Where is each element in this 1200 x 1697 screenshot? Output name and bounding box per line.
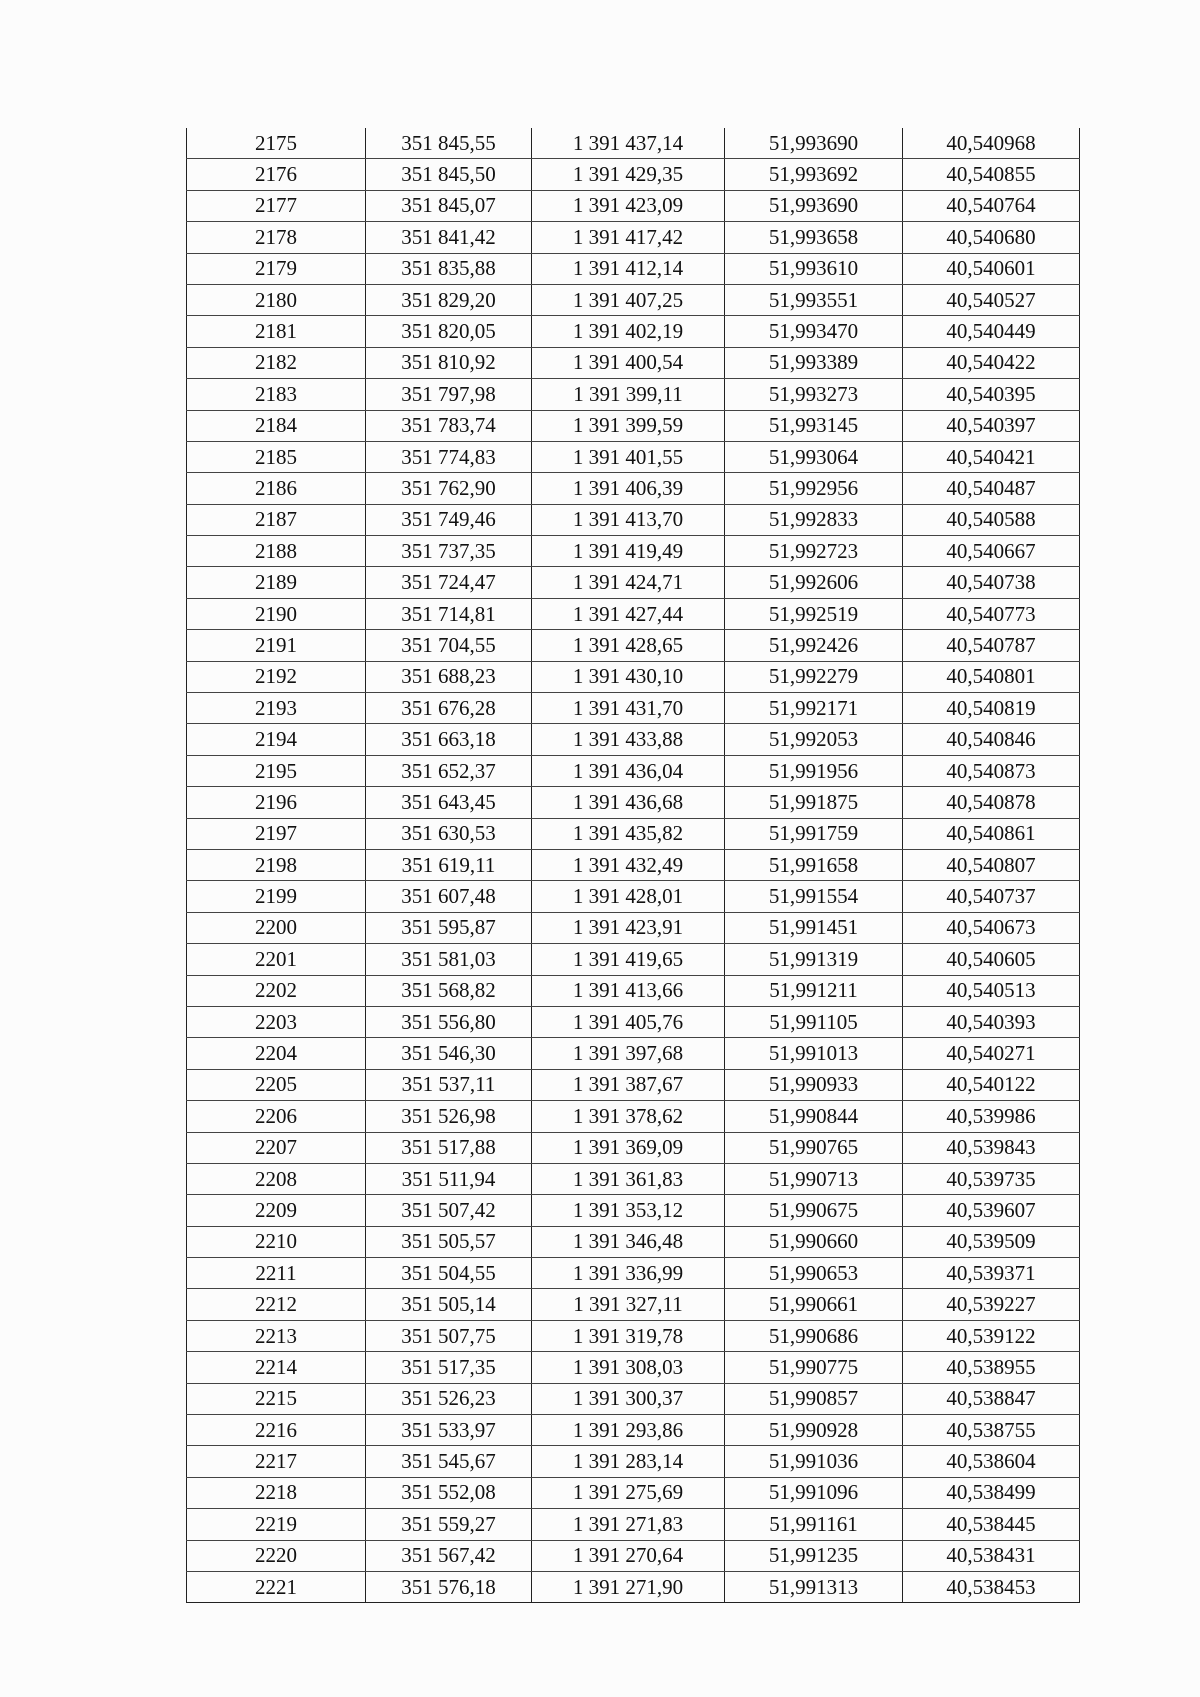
x-coordinate-cell: 351 714,81 (366, 598, 532, 629)
point-number-cell: 2201 (187, 944, 366, 975)
x-coordinate-cell: 351 533,97 (366, 1415, 532, 1446)
point-number-cell: 2192 (187, 661, 366, 692)
point-number-cell: 2213 (187, 1320, 366, 1351)
y-coordinate-cell: 1 391 346,48 (532, 1226, 725, 1257)
longitude-cell: 40,539986 (903, 1101, 1080, 1132)
point-number-cell: 2209 (187, 1195, 366, 1226)
x-coordinate-cell: 351 841,42 (366, 222, 532, 253)
latitude-cell: 51,992956 (725, 473, 903, 504)
table-row (187, 1289, 1080, 1320)
y-coordinate-cell: 1 391 424,71 (532, 567, 725, 598)
y-coordinate-cell: 1 391 271,90 (532, 1571, 725, 1602)
y-coordinate-cell: 1 391 406,39 (532, 473, 725, 504)
y-coordinate-cell: 1 391 417,42 (532, 222, 725, 253)
longitude-cell: 40,540449 (903, 316, 1080, 347)
x-coordinate-cell: 351 581,03 (366, 944, 532, 975)
table-row (187, 1006, 1080, 1037)
longitude-cell: 40,539122 (903, 1320, 1080, 1351)
longitude-cell: 40,538604 (903, 1446, 1080, 1477)
y-coordinate-cell: 1 391 400,54 (532, 347, 725, 378)
x-coordinate-cell: 351 829,20 (366, 284, 532, 315)
point-number-cell: 2199 (187, 881, 366, 912)
longitude-cell: 40,540846 (903, 724, 1080, 755)
latitude-cell: 51,993610 (725, 253, 903, 284)
latitude-cell: 51,993690 (725, 190, 903, 221)
longitude-cell: 40,540819 (903, 693, 1080, 724)
point-number-cell: 2205 (187, 1069, 366, 1100)
latitude-cell: 51,991319 (725, 944, 903, 975)
table-row (187, 1069, 1080, 1100)
longitude-cell: 40,540861 (903, 818, 1080, 849)
y-coordinate-cell: 1 391 361,83 (532, 1163, 725, 1194)
latitude-cell: 51,992519 (725, 598, 903, 629)
x-coordinate-cell: 351 652,37 (366, 755, 532, 786)
y-coordinate-cell: 1 391 436,04 (532, 755, 725, 786)
x-coordinate-cell: 351 663,18 (366, 724, 532, 755)
table-row (187, 473, 1080, 504)
x-coordinate-cell: 351 737,35 (366, 536, 532, 567)
point-number-cell: 2217 (187, 1446, 366, 1477)
y-coordinate-cell: 1 391 401,55 (532, 441, 725, 472)
latitude-cell: 51,993658 (725, 222, 903, 253)
x-coordinate-cell: 351 688,23 (366, 661, 532, 692)
y-coordinate-cell: 1 391 423,09 (532, 190, 725, 221)
latitude-cell: 51,992723 (725, 536, 903, 567)
latitude-cell: 51,993690 (725, 128, 903, 159)
point-number-cell: 2196 (187, 787, 366, 818)
longitude-cell: 40,540968 (903, 128, 1080, 159)
y-coordinate-cell: 1 391 435,82 (532, 818, 725, 849)
point-number-cell: 2206 (187, 1101, 366, 1132)
y-coordinate-cell: 1 391 423,91 (532, 912, 725, 943)
point-number-cell: 2207 (187, 1132, 366, 1163)
latitude-cell: 51,993470 (725, 316, 903, 347)
latitude-cell: 51,991013 (725, 1038, 903, 1069)
table-row (187, 818, 1080, 849)
latitude-cell: 51,991956 (725, 755, 903, 786)
y-coordinate-cell: 1 391 353,12 (532, 1195, 725, 1226)
x-coordinate-cell: 351 845,55 (366, 128, 532, 159)
latitude-cell: 51,990775 (725, 1352, 903, 1383)
longitude-cell: 40,540737 (903, 881, 1080, 912)
table-row (187, 222, 1080, 253)
point-number-cell: 2198 (187, 849, 366, 880)
longitude-cell: 40,540527 (903, 284, 1080, 315)
latitude-cell: 51,991211 (725, 975, 903, 1006)
x-coordinate-cell: 351 556,80 (366, 1006, 532, 1037)
longitude-cell: 40,540801 (903, 661, 1080, 692)
table-row (187, 1509, 1080, 1540)
x-coordinate-cell: 351 845,50 (366, 159, 532, 190)
longitude-cell: 40,540807 (903, 849, 1080, 880)
longitude-cell: 40,539843 (903, 1132, 1080, 1163)
latitude-cell: 51,990857 (725, 1383, 903, 1414)
longitude-cell: 40,540764 (903, 190, 1080, 221)
longitude-cell: 40,539227 (903, 1289, 1080, 1320)
y-coordinate-cell: 1 391 405,76 (532, 1006, 725, 1037)
point-number-cell: 2221 (187, 1571, 366, 1602)
x-coordinate-cell: 351 546,30 (366, 1038, 532, 1069)
table-row (187, 1540, 1080, 1571)
point-number-cell: 2190 (187, 598, 366, 629)
latitude-cell: 51,992833 (725, 504, 903, 535)
y-coordinate-cell: 1 391 319,78 (532, 1320, 725, 1351)
latitude-cell: 51,992279 (725, 661, 903, 692)
latitude-cell: 51,992171 (725, 693, 903, 724)
latitude-cell: 51,991451 (725, 912, 903, 943)
y-coordinate-cell: 1 391 419,65 (532, 944, 725, 975)
point-number-cell: 2211 (187, 1258, 366, 1289)
latitude-cell: 51,992606 (725, 567, 903, 598)
latitude-cell: 51,991554 (725, 881, 903, 912)
table-row (187, 912, 1080, 943)
table-row (187, 1477, 1080, 1508)
point-number-cell: 2182 (187, 347, 366, 378)
latitude-cell: 51,993551 (725, 284, 903, 315)
x-coordinate-cell: 351 504,55 (366, 1258, 532, 1289)
latitude-cell: 51,990653 (725, 1258, 903, 1289)
x-coordinate-cell: 351 749,46 (366, 504, 532, 535)
longitude-cell: 40,540588 (903, 504, 1080, 535)
x-coordinate-cell: 351 552,08 (366, 1477, 532, 1508)
table-row (187, 1352, 1080, 1383)
longitude-cell: 40,538755 (903, 1415, 1080, 1446)
point-number-cell: 2187 (187, 504, 366, 535)
point-number-cell: 2218 (187, 1477, 366, 1508)
y-coordinate-cell: 1 391 413,66 (532, 975, 725, 1006)
table-row (187, 284, 1080, 315)
y-coordinate-cell: 1 391 412,14 (532, 253, 725, 284)
longitude-cell: 40,540855 (903, 159, 1080, 190)
latitude-cell: 51,990660 (725, 1226, 903, 1257)
y-coordinate-cell: 1 391 308,03 (532, 1352, 725, 1383)
latitude-cell: 51,990844 (725, 1101, 903, 1132)
table-row (187, 693, 1080, 724)
table-row (187, 1101, 1080, 1132)
point-number-cell: 2210 (187, 1226, 366, 1257)
latitude-cell: 51,990765 (725, 1132, 903, 1163)
table-row (187, 1132, 1080, 1163)
table-row (187, 944, 1080, 975)
y-coordinate-cell: 1 391 300,37 (532, 1383, 725, 1414)
table-row (187, 1226, 1080, 1257)
table-row (187, 347, 1080, 378)
table-row (187, 724, 1080, 755)
y-coordinate-cell: 1 391 270,64 (532, 1540, 725, 1571)
point-number-cell: 2220 (187, 1540, 366, 1571)
longitude-cell: 40,538445 (903, 1509, 1080, 1540)
table-row (187, 630, 1080, 661)
table-row (187, 253, 1080, 284)
x-coordinate-cell: 351 505,57 (366, 1226, 532, 1257)
point-number-cell: 2177 (187, 190, 366, 221)
longitude-cell: 40,538431 (903, 1540, 1080, 1571)
x-coordinate-cell: 351 820,05 (366, 316, 532, 347)
y-coordinate-cell: 1 391 399,59 (532, 410, 725, 441)
latitude-cell: 51,993273 (725, 379, 903, 410)
x-coordinate-cell: 351 559,27 (366, 1509, 532, 1540)
point-number-cell: 2204 (187, 1038, 366, 1069)
longitude-cell: 40,540271 (903, 1038, 1080, 1069)
point-number-cell: 2193 (187, 693, 366, 724)
point-number-cell: 2183 (187, 379, 366, 410)
x-coordinate-cell: 351 517,88 (366, 1132, 532, 1163)
y-coordinate-cell: 1 391 397,68 (532, 1038, 725, 1069)
x-coordinate-cell: 351 607,48 (366, 881, 532, 912)
point-number-cell: 2179 (187, 253, 366, 284)
coordinates-table-body (187, 128, 1080, 1603)
point-number-cell: 2189 (187, 567, 366, 598)
x-coordinate-cell: 351 762,90 (366, 473, 532, 504)
longitude-cell: 40,540787 (903, 630, 1080, 661)
longitude-cell: 40,539371 (903, 1258, 1080, 1289)
x-coordinate-cell: 351 630,53 (366, 818, 532, 849)
longitude-cell: 40,540680 (903, 222, 1080, 253)
table-row (187, 1571, 1080, 1602)
y-coordinate-cell: 1 391 369,09 (532, 1132, 725, 1163)
y-coordinate-cell: 1 391 413,70 (532, 504, 725, 535)
coordinates-table (186, 128, 1080, 1603)
longitude-cell: 40,540601 (903, 253, 1080, 284)
point-number-cell: 2188 (187, 536, 366, 567)
point-number-cell: 2197 (187, 818, 366, 849)
longitude-cell: 40,539509 (903, 1226, 1080, 1257)
x-coordinate-cell: 351 526,98 (366, 1101, 532, 1132)
x-coordinate-cell: 351 537,11 (366, 1069, 532, 1100)
latitude-cell: 51,990933 (725, 1069, 903, 1100)
point-number-cell: 2185 (187, 441, 366, 472)
point-number-cell: 2203 (187, 1006, 366, 1037)
table-row (187, 190, 1080, 221)
x-coordinate-cell: 351 505,14 (366, 1289, 532, 1320)
latitude-cell: 51,991759 (725, 818, 903, 849)
y-coordinate-cell: 1 391 433,88 (532, 724, 725, 755)
point-number-cell: 2191 (187, 630, 366, 661)
x-coordinate-cell: 351 526,23 (366, 1383, 532, 1414)
x-coordinate-cell: 351 704,55 (366, 630, 532, 661)
x-coordinate-cell: 351 845,07 (366, 190, 532, 221)
y-coordinate-cell: 1 391 436,68 (532, 787, 725, 818)
y-coordinate-cell: 1 391 427,44 (532, 598, 725, 629)
table-row (187, 849, 1080, 880)
longitude-cell: 40,538955 (903, 1352, 1080, 1383)
table-row (187, 316, 1080, 347)
point-number-cell: 2181 (187, 316, 366, 347)
point-number-cell: 2212 (187, 1289, 366, 1320)
point-number-cell: 2215 (187, 1383, 366, 1414)
x-coordinate-cell: 351 835,88 (366, 253, 532, 284)
point-number-cell: 2175 (187, 128, 366, 159)
x-coordinate-cell: 351 643,45 (366, 787, 532, 818)
x-coordinate-cell: 351 511,94 (366, 1163, 532, 1194)
x-coordinate-cell: 351 567,42 (366, 1540, 532, 1571)
y-coordinate-cell: 1 391 428,01 (532, 881, 725, 912)
table-row (187, 881, 1080, 912)
table-row (187, 1258, 1080, 1289)
point-number-cell: 2195 (187, 755, 366, 786)
y-coordinate-cell: 1 391 327,11 (532, 1289, 725, 1320)
latitude-cell: 51,993389 (725, 347, 903, 378)
point-number-cell: 2186 (187, 473, 366, 504)
longitude-cell: 40,539607 (903, 1195, 1080, 1226)
x-coordinate-cell: 351 517,35 (366, 1352, 532, 1383)
table-row (187, 1383, 1080, 1414)
table-row (187, 1320, 1080, 1351)
point-number-cell: 2184 (187, 410, 366, 441)
longitude-cell: 40,540873 (903, 755, 1080, 786)
x-coordinate-cell: 351 545,67 (366, 1446, 532, 1477)
latitude-cell: 51,991161 (725, 1509, 903, 1540)
longitude-cell: 40,538847 (903, 1383, 1080, 1414)
longitude-cell: 40,540421 (903, 441, 1080, 472)
point-number-cell: 2214 (187, 1352, 366, 1383)
x-coordinate-cell: 351 576,18 (366, 1571, 532, 1602)
latitude-cell: 51,990686 (725, 1320, 903, 1351)
y-coordinate-cell: 1 391 437,14 (532, 128, 725, 159)
point-number-cell: 2194 (187, 724, 366, 755)
y-coordinate-cell: 1 391 378,62 (532, 1101, 725, 1132)
longitude-cell: 40,540487 (903, 473, 1080, 504)
y-coordinate-cell: 1 391 402,19 (532, 316, 725, 347)
table-row (187, 128, 1080, 159)
y-coordinate-cell: 1 391 419,49 (532, 536, 725, 567)
longitude-cell: 40,540878 (903, 787, 1080, 818)
longitude-cell: 40,540422 (903, 347, 1080, 378)
y-coordinate-cell: 1 391 336,99 (532, 1258, 725, 1289)
latitude-cell: 51,991105 (725, 1006, 903, 1037)
table-row (187, 1195, 1080, 1226)
point-number-cell: 2208 (187, 1163, 366, 1194)
point-number-cell: 2202 (187, 975, 366, 1006)
x-coordinate-cell: 351 774,83 (366, 441, 532, 472)
point-number-cell: 2178 (187, 222, 366, 253)
x-coordinate-cell: 351 724,47 (366, 567, 532, 598)
y-coordinate-cell: 1 391 275,69 (532, 1477, 725, 1508)
longitude-cell: 40,540738 (903, 567, 1080, 598)
latitude-cell: 51,992053 (725, 724, 903, 755)
table-row (187, 598, 1080, 629)
y-coordinate-cell: 1 391 407,25 (532, 284, 725, 315)
y-coordinate-cell: 1 391 431,70 (532, 693, 725, 724)
x-coordinate-cell: 351 810,92 (366, 347, 532, 378)
y-coordinate-cell: 1 391 432,49 (532, 849, 725, 880)
y-coordinate-cell: 1 391 283,14 (532, 1446, 725, 1477)
latitude-cell: 51,991235 (725, 1540, 903, 1571)
x-coordinate-cell: 351 507,75 (366, 1320, 532, 1351)
table-row (187, 567, 1080, 598)
x-coordinate-cell: 351 676,28 (366, 693, 532, 724)
point-number-cell: 2200 (187, 912, 366, 943)
x-coordinate-cell: 351 619,11 (366, 849, 532, 880)
latitude-cell: 51,993064 (725, 441, 903, 472)
table-row (187, 787, 1080, 818)
table-row (187, 379, 1080, 410)
point-number-cell: 2219 (187, 1509, 366, 1540)
latitude-cell: 51,991313 (725, 1571, 903, 1602)
longitude-cell: 40,538499 (903, 1477, 1080, 1508)
longitude-cell: 40,539735 (903, 1163, 1080, 1194)
y-coordinate-cell: 1 391 387,67 (532, 1069, 725, 1100)
latitude-cell: 51,990928 (725, 1415, 903, 1446)
latitude-cell: 51,993692 (725, 159, 903, 190)
point-number-cell: 2216 (187, 1415, 366, 1446)
longitude-cell: 40,538453 (903, 1571, 1080, 1602)
table-row (187, 1038, 1080, 1069)
latitude-cell: 51,990661 (725, 1289, 903, 1320)
latitude-cell: 51,992426 (725, 630, 903, 661)
y-coordinate-cell: 1 391 430,10 (532, 661, 725, 692)
y-coordinate-cell: 1 391 293,86 (532, 1415, 725, 1446)
latitude-cell: 51,990713 (725, 1163, 903, 1194)
longitude-cell: 40,540773 (903, 598, 1080, 629)
table-row (187, 975, 1080, 1006)
y-coordinate-cell: 1 391 399,11 (532, 379, 725, 410)
table-row (187, 410, 1080, 441)
longitude-cell: 40,540395 (903, 379, 1080, 410)
table-row (187, 441, 1080, 472)
latitude-cell: 51,990675 (725, 1195, 903, 1226)
longitude-cell: 40,540397 (903, 410, 1080, 441)
latitude-cell: 51,993145 (725, 410, 903, 441)
longitude-cell: 40,540673 (903, 912, 1080, 943)
latitude-cell: 51,991658 (725, 849, 903, 880)
table-row (187, 661, 1080, 692)
y-coordinate-cell: 1 391 428,65 (532, 630, 725, 661)
table-row (187, 1415, 1080, 1446)
latitude-cell: 51,991875 (725, 787, 903, 818)
x-coordinate-cell: 351 595,87 (366, 912, 532, 943)
longitude-cell: 40,540393 (903, 1006, 1080, 1037)
table-row (187, 1446, 1080, 1477)
x-coordinate-cell: 351 568,82 (366, 975, 532, 1006)
y-coordinate-cell: 1 391 429,35 (532, 159, 725, 190)
table-row (187, 536, 1080, 567)
longitude-cell: 40,540667 (903, 536, 1080, 567)
y-coordinate-cell: 1 391 271,83 (532, 1509, 725, 1540)
longitude-cell: 40,540122 (903, 1069, 1080, 1100)
latitude-cell: 51,991036 (725, 1446, 903, 1477)
point-number-cell: 2176 (187, 159, 366, 190)
table-row (187, 159, 1080, 190)
latitude-cell: 51,991096 (725, 1477, 903, 1508)
longitude-cell: 40,540513 (903, 975, 1080, 1006)
x-coordinate-cell: 351 783,74 (366, 410, 532, 441)
x-coordinate-cell: 351 797,98 (366, 379, 532, 410)
point-number-cell: 2180 (187, 284, 366, 315)
table-row (187, 1163, 1080, 1194)
table-row (187, 504, 1080, 535)
x-coordinate-cell: 351 507,42 (366, 1195, 532, 1226)
longitude-cell: 40,540605 (903, 944, 1080, 975)
table-row (187, 755, 1080, 786)
